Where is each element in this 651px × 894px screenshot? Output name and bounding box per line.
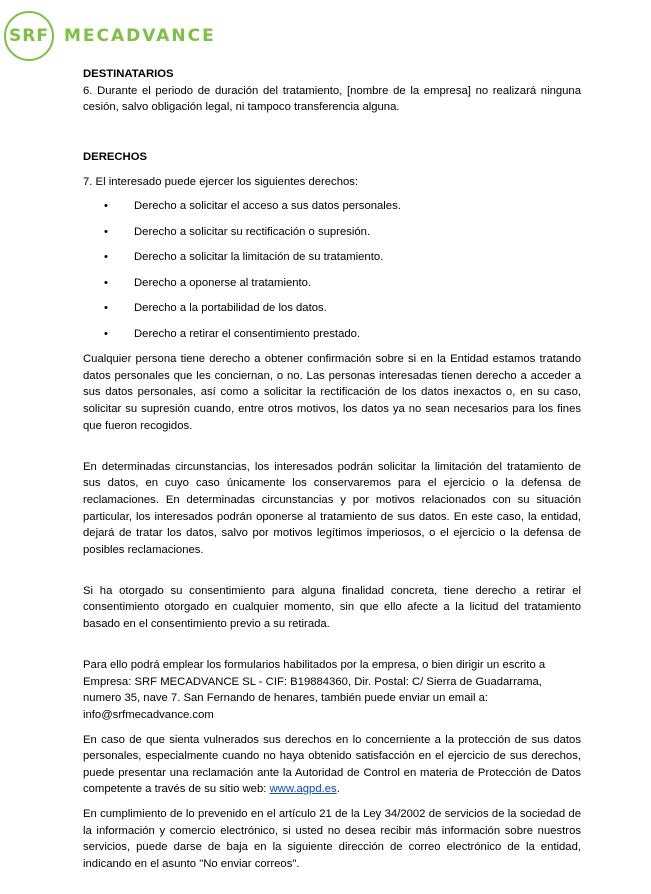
- derechos-heading: DERECHOS: [83, 150, 148, 163]
- document-body: [83, 66, 581, 872]
- right-text: Derecho a retirar el consentimiento prestado.: [134, 327, 361, 340]
- right-text: Derecho a solicitar la limitación de su tratamiento.: [134, 251, 384, 264]
- list-item: [83, 275, 581, 301]
- reclamacion-paragraph: [83, 732, 581, 798]
- bullet: •: [104, 276, 108, 289]
- agpd-link[interactable]: www.agpd.es: [269, 783, 337, 796]
- bullet: •: [104, 302, 108, 315]
- logo-text: MECADVANCE: [64, 26, 216, 46]
- confirmacion-paragraph: Cualquier persona tiene derecho a obtener confirmación sobre si en la Entidad estamos tratando datos personales que les conciernan, o no. Las personas interesadas tienen derecho a acceder a sus datos personales, así como a solicitar la rectificación de los datos inexactos o, en su caso, solicitar su supresión cuando, entre otros motivos, los datos ya no sean necesarios para los fines que fueron recogidos.: [83, 353, 581, 432]
- consentimiento-paragraph: Si ha otorgado su consentimiento para alguna finalidad concreta, tiene derecho a retirar el consentimiento otorgado en cualquier momento, sin que ello afecte a la licitud del tratamiento basado en el consentimiento previo a su retirada.: [83, 584, 581, 631]
- destinatarios-heading: DESTINATARIOS: [83, 68, 174, 80]
- list-item: [83, 326, 581, 352]
- bullet: •: [104, 225, 108, 238]
- right-text: Derecho a la portabilidad de los datos.: [134, 302, 327, 315]
- list-item: [83, 300, 581, 326]
- rights-list: [83, 198, 581, 351]
- reclamacion-text: En caso de que sienta vulnerados sus derechos en lo concerniente a la protección de sus datos personales, especialmente cuando no haya obtenido satisfacción en el ejercicio de sus derechos, puede presentar una reclamación ante la Autoridad de Control en materia de Protección de Datos competente a través de su sitio web:: [83, 733, 581, 796]
- contacto-paragraph: Para ello podrá emplear los formularios habilitados por la empresa, o bien dirigir un escrito a Empresa: SRF MECADVANCE SL - CIF: B19884360, Dir. Postal: C/ Sierra de Guadarrama, numero 35, nave 7. San Fernando de henares, también puede enviar un email a: info@srfmecadvance.com: [83, 659, 546, 722]
- list-item: [83, 224, 581, 250]
- derechos-intro: 7. El interesado puede ejercer los siguientes derechos:: [83, 175, 359, 188]
- lssi-paragraph: En cumplimiento de lo prevenido en el artículo 21 de la Ley 34/2002 de servicios de la sociedad de la información y comercio electrónico, si usted no desea recibir más información sobre nuestros servicios, puede darse de baja en la siguiente dirección de correo electrónico de la entidad, indicando en el asunto "No enviar correos".: [83, 808, 581, 870]
- right-text: Derecho a solicitar su rectificación o supresión.: [134, 225, 371, 238]
- logo-mark: SRF: [4, 11, 54, 61]
- company-logo: [4, 10, 216, 62]
- bullet: •: [104, 327, 108, 340]
- right-text: Derecho a solicitar el acceso a sus datos personales.: [134, 200, 401, 213]
- reclamacion-end: .: [336, 783, 340, 796]
- list-item: [83, 198, 581, 224]
- bullet: •: [104, 251, 108, 264]
- bullet: •: [104, 200, 108, 213]
- right-text: Derecho a oponerse al tratamiento.: [134, 276, 312, 289]
- list-item: [83, 249, 581, 275]
- limitacion-paragraph: En determinadas circunstancias, los interesados podrán solicitar la limitación del tratamiento de sus datos, en cuyo caso únicamente los conservaremos para el ejercicio o la defensa de reclamaciones. En determinadas circunstancias y por motivos relacionados con su situación particular, los interesados podrán oponerse al tratamiento de sus datos. En este caso, la entidad, dejará de tratar los datos, salvo por motivos legítimos imperiosos, o el ejercicio o la defensa de posibles reclamaciones.: [83, 460, 581, 556]
- destinatarios-text: 6. Durante el periodo de duración del tratamiento, [nombre de la empresa] no realizará ninguna cesión, salvo obligación legal, ni tampoco transferencia alguna.: [83, 84, 581, 114]
